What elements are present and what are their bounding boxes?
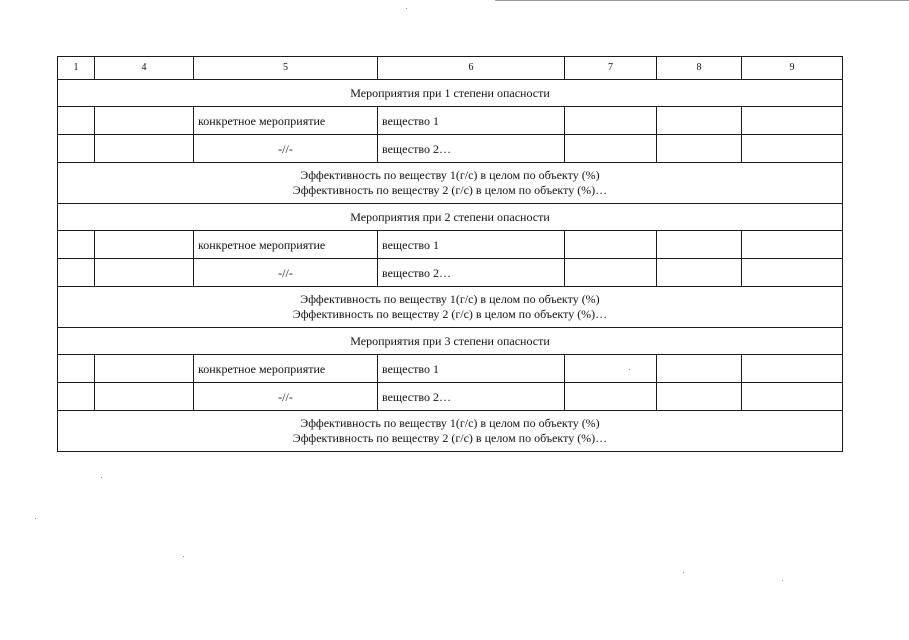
column-number-cell: 1: [58, 57, 95, 80]
section-title: Мероприятия при 2 степени опасности: [58, 204, 843, 231]
measures-table: [57, 56, 843, 452]
table-cell: [565, 135, 657, 163]
table-cell: [95, 231, 194, 259]
column-number-cell: 6: [378, 57, 565, 80]
section-title-row: [58, 328, 843, 355]
section-title: Мероприятия при 3 степени опасности: [58, 328, 843, 355]
efficiency-row: [58, 287, 843, 328]
table-cell: [657, 355, 742, 383]
column-number-cell: 8: [657, 57, 742, 80]
table-cell: [58, 355, 95, 383]
scan-speck: [406, 8, 407, 9]
table-row: [58, 231, 843, 259]
column-number-cell: 4: [95, 57, 194, 80]
table-cell: [742, 107, 843, 135]
measure-cell: конкретное мероприятие: [194, 231, 378, 259]
table-cell: [565, 259, 657, 287]
table-cell: [58, 383, 95, 411]
measure-cell: -//-: [194, 135, 378, 163]
table-cell: [742, 383, 843, 411]
table-cell: [657, 107, 742, 135]
substance-cell: вещество 1: [378, 107, 565, 135]
table-cell: [565, 355, 657, 383]
table-cell: [95, 259, 194, 287]
scan-speck: [183, 556, 184, 557]
table-row: [58, 259, 843, 287]
table-cell: [58, 135, 95, 163]
table-cell: [657, 259, 742, 287]
table-row: [58, 383, 843, 411]
measure-cell: -//-: [194, 383, 378, 411]
table-row: [58, 135, 843, 163]
page-top-rule: [495, 0, 909, 1]
substance-cell: вещество 2…: [378, 135, 565, 163]
efficiency-cell: [58, 411, 843, 452]
table-row: [58, 107, 843, 135]
table-cell: [565, 383, 657, 411]
table-cell: [58, 259, 95, 287]
column-number-cell: 9: [742, 57, 843, 80]
scan-speck: [101, 477, 102, 478]
section-title-row: [58, 80, 843, 107]
section-title-row: [58, 204, 843, 231]
column-number-cell: 7: [565, 57, 657, 80]
efficiency-row: [58, 163, 843, 204]
efficiency-line: Эффективность по веществу 1(г/с) в целом по объекту (%): [300, 416, 600, 430]
table-cell: [565, 231, 657, 259]
table-cell: [657, 383, 742, 411]
measure-cell: конкретное мероприятие: [194, 355, 378, 383]
efficiency-line: Эффективность по веществу 2 (г/с) в целом по объекту (%)…: [292, 183, 608, 197]
table-cell: [95, 383, 194, 411]
table-cell: [742, 259, 843, 287]
measure-cell: конкретное мероприятие: [194, 107, 378, 135]
scan-speck: [35, 518, 36, 519]
substance-cell: вещество 1: [378, 231, 565, 259]
substance-cell: вещество 2…: [378, 259, 565, 287]
substance-cell: вещество 1: [378, 355, 565, 383]
column-number-cell: 5: [194, 57, 378, 80]
table-cell: [95, 107, 194, 135]
efficiency-cell: [58, 163, 843, 204]
table-cell: [657, 135, 742, 163]
scan-speck: [683, 572, 684, 573]
table-cell: [58, 231, 95, 259]
efficiency-line: Эффективность по веществу 2 (г/с) в целом по объекту (%)…: [292, 431, 608, 445]
efficiency-line: Эффективность по веществу 1(г/с) в целом по объекту (%): [300, 168, 600, 182]
efficiency-row: [58, 411, 843, 452]
efficiency-line: Эффективность по веществу 1(г/с) в целом по объекту (%): [300, 292, 600, 306]
table-cell: [565, 107, 657, 135]
table-row: [58, 355, 843, 383]
substance-cell: вещество 2…: [378, 383, 565, 411]
column-number-row: [58, 57, 843, 80]
scan-speck: [782, 580, 783, 581]
table-cell: [742, 231, 843, 259]
table-cell: [95, 135, 194, 163]
table-cell: [742, 355, 843, 383]
table-cell: [742, 135, 843, 163]
efficiency-cell: [58, 287, 843, 328]
measure-cell: -//-: [194, 259, 378, 287]
section-title: Мероприятия при 1 степени опасности: [58, 80, 843, 107]
table-cell: [95, 355, 194, 383]
efficiency-line: Эффективность по веществу 2 (г/с) в целом по объекту (%)…: [292, 307, 608, 321]
table-cell: [657, 231, 742, 259]
table-cell: [58, 107, 95, 135]
